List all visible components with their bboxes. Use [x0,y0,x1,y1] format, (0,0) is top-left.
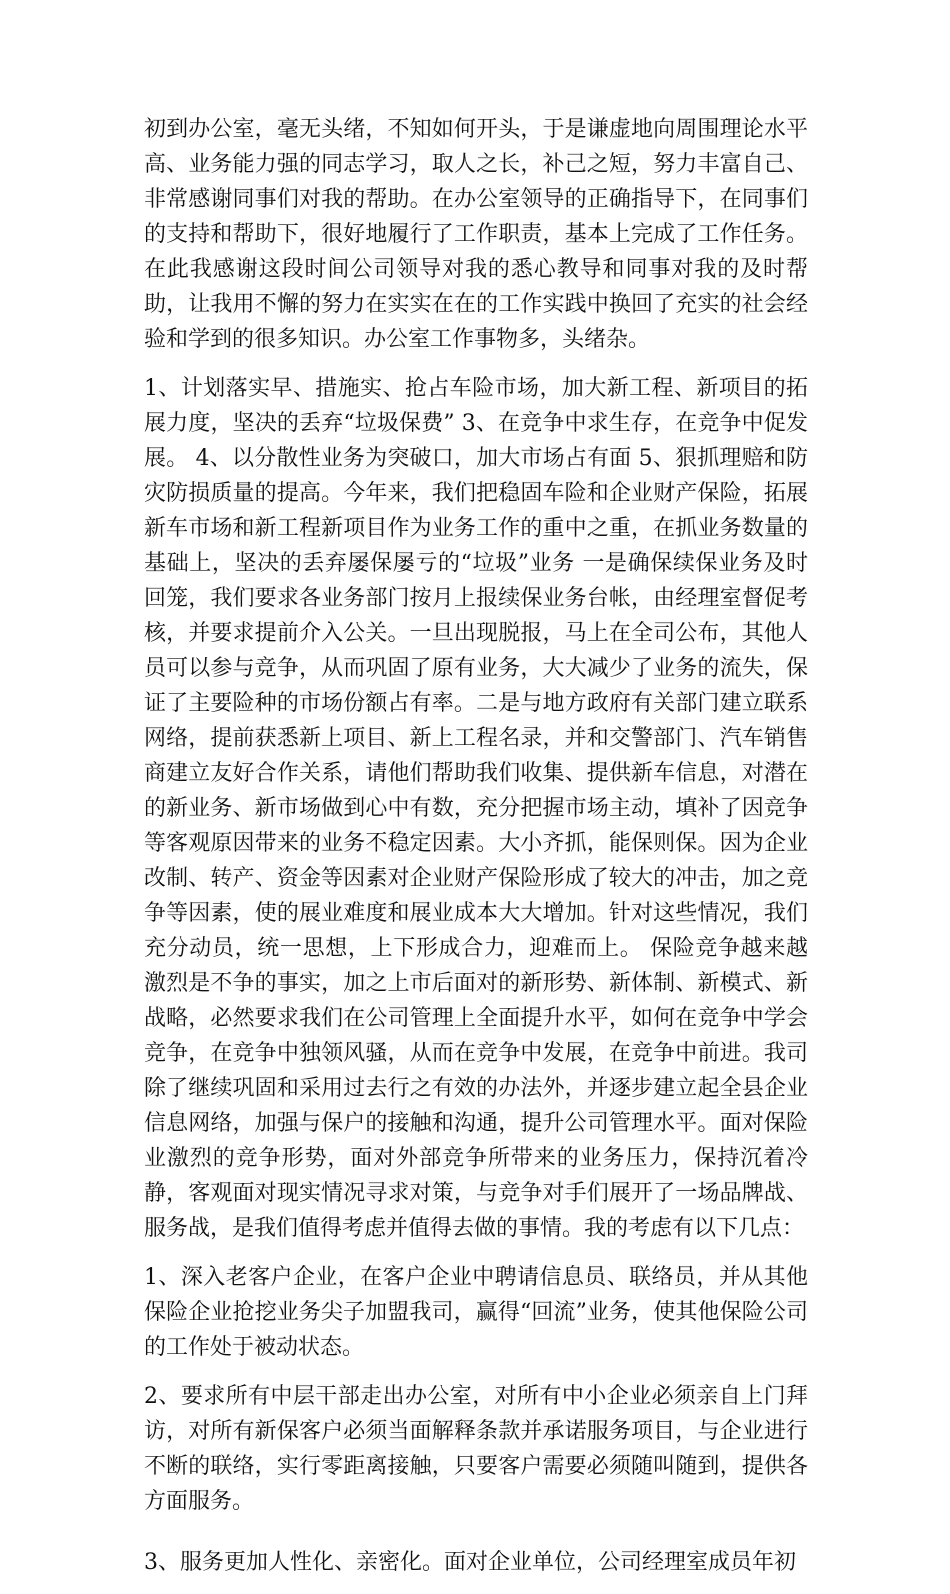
paragraph-point-1: 1、深入老客户企业，在客户企业中聘请信息员、联络员，并从其他保险企业抢挖业务尖子加盟我司，赢得“回流”业务，使其他保险公司的工作处于被动状态。 [144,1265,808,1360]
document-body [144,112,808,1594]
paragraph-intro: 初到办公室，毫无头绪，不知如何开头，于是谦虚地向周围理论水平高、业务能力强的同志学习，取人之长，补己之短，努力丰富自己、非常感谢同事们对我的帮助。在办公室领导的正确指导下，在同事们的支持和帮助下，很好地履行了工作职责，基本上完成了工作任务。在此我感谢这段时间公司领导对我的悉心教导和同事对我的及时帮助，让我用不懈的努力在实实在在的工作实践中换回了充实的社会经验和学到的很多知识。办公室工作事物多，头绪杂。 [144,117,808,352]
paragraph-business-measures: 1、计划落实早、措施实、抢占车险市场，加大新工程、新项目的拓展力度，坚决的丢弃“垃圾保费” 3、在竞争中求生存，在竞争中促发展。 4、以分散性业务为突破口，加大市场占有面 5、狠抓理赔和防灾防损质量的提高。今年来，我们把稳固车险和企业财产保险，拓展新车市场和新工程新项目作为业务工作的重中之重，在抓业务数量的基础上，坚决的丢弃屡保屡亏的“垃圾”业务 一是确保续保业务及时回笼，我们要求各业务部门按月上报续保业务台帐，由经理室督促考核，并要求提前介入公关。一旦出现脱报，马上在全司公布，其他人员可以参与竞争，从而巩固了原有业务，大大减少了业务的流失，保证了主要险种的市场份额占有率。二是与地方政府有关部门建立联系网络，提前获悉新上项目、新上工程名录，并和交警部门、汽车销售商建立友好合作关系，请他们帮助我们收集、提供新车信息，对潜在的新业务、新市场做到心中有数，充分把握市场主动，填补了因竞争等客观原因带来的业务不稳定因素。大小齐抓，能保则保。因为企业改制、转产、资金等因素对企业财产保险形成了较大的冲击，加之竞争等因素，使的展业难度和展业成本大大增加。针对这些情况，我们充分动员，统一思想，上下形成合力，迎难而上。 保险竞争越来越激烈是不争的事实，加之上市后面对的新形势、新体制、新模式、新战略，必然要求我们在公司管理上全面提升水平，如何在竞争中学会竞争，在竞争中独领风骚，从而在竞争中发展，在竞争中前进。我司除了继续巩固和采用过去行之有效的办法外，并逐步建立起全县企业信息网络，加强与保户的接触和沟通，提升公司管理水平。面对保险业激烈的竞争形势，面对外部竞争所带来的业务压力，保持沉着冷静，客观面对现实情况寻求对策，与竞争对手们展开了一场品牌战、服务战，是我们值得考虑并值得去做的事情。我的考虑有以下几点： [144,376,808,1241]
paragraph-point-3: 3、服务更加人性化、亲密化。面对企业单位，公司经理室成员年初 [144,1550,796,1575]
paragraph-point-2: 2、要求所有中层干部走出办公室，对所有中小企业必须亲自上门拜访，对所有新保客户必须当面解释条款并承诺服务项目，与企业进行不断的联络，实行零距离接触，只要客户需要必须随叫随到，提供各方面服务。 [144,1384,808,1514]
